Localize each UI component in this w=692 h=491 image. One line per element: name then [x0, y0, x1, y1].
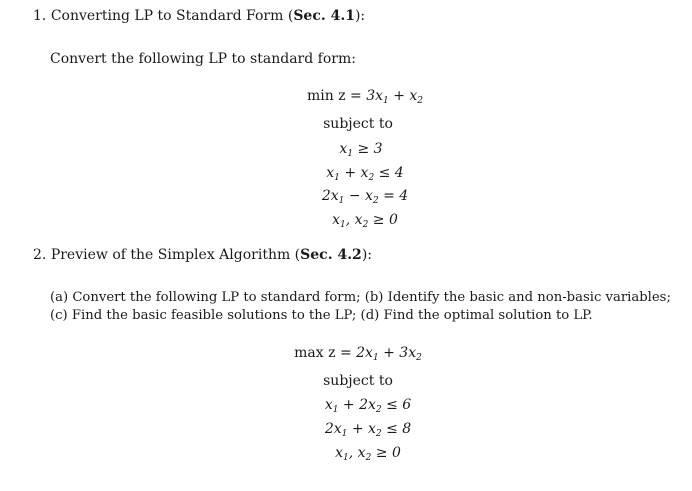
problem-2-number: 2. [33, 247, 47, 263]
problem-2-heading [33, 247, 372, 263]
problem-2-constraint-1: $x_1 + 2x_2 \le 6$ [324, 397, 412, 415]
problem-2-constraint-3: $x_1$, $x_2 \ge 0$ [335, 445, 401, 463]
problem-1-constraint-2: $x_1 + x_2 \le 4$ [326, 165, 404, 183]
problem-2-instruction-line-1: (a) Convert the following LP to standard form; (b) Identify the basic and non-basic variables; [50, 290, 671, 305]
problem-2-objective-expr: $2x_1 + 3x_2$ [356, 345, 422, 363]
problem-1-subject-to: subject to [323, 116, 393, 132]
problem-1-constraint-1: $x_1 \ge 3$ [339, 141, 383, 159]
problem-2-title-close: ): [361, 247, 372, 263]
problem-1-constraint-4: $x_1$, $x_2 \ge 0$ [332, 212, 398, 230]
problem-1-number: 1. [33, 8, 47, 24]
problem-1-constraint-3: $2x_1 - x_2 = 4$ [321, 188, 409, 206]
problem-1-section-ref: Sec. 4.1 [293, 8, 355, 24]
problem-1-objective-expr: $3x_1 + x_2$ [366, 88, 424, 106]
problem-1-heading [33, 8, 365, 24]
problem-1-title: Converting LP to Standard Form ( [50, 8, 294, 24]
problem-2-subject-to: subject to [323, 373, 393, 389]
problem-1-objective-prefix: min z = [306, 88, 367, 104]
problem-2-section-ref: Sec. 4.2 [300, 247, 362, 263]
problem-1-instruction: Convert the following LP to standard form: [50, 51, 356, 67]
problem-2-constraint-2: $2x_1 + x_2 \le 8$ [324, 421, 412, 439]
problem-2-objective-prefix: max z = [294, 345, 357, 361]
problem-1-objective [307, 88, 423, 104]
problem-2-title: Preview of the Simplex Algorithm ( [50, 247, 301, 263]
problem-2-instruction-line-2: (c) Find the basic feasible solutions to the LP; (d) Find the optimal solution to LP. [50, 308, 593, 323]
problem-2-objective [294, 345, 422, 361]
problem-1-title-close: ): [354, 8, 366, 24]
